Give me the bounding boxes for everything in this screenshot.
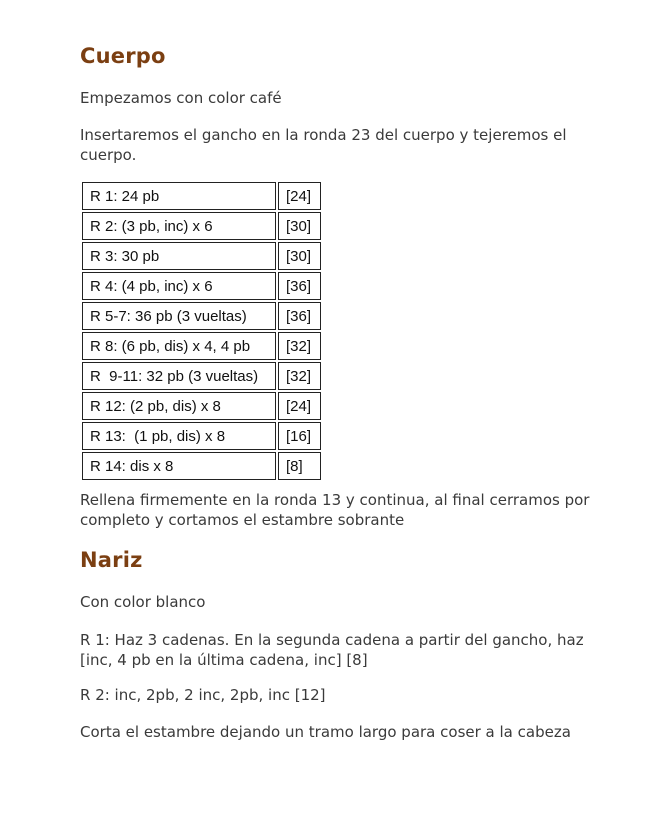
row-stitch-count: [24] [278, 392, 321, 420]
cuerpo-intro: Empezamos con color café [80, 89, 282, 107]
row-stitch-count: [36] [278, 272, 321, 300]
table-row [82, 392, 321, 420]
nariz-round-1: R 1: Haz 3 cadenas. En la segunda cadena a partir del gancho, haz [inc, 4 pb en la última cadena, inc] [8] [80, 631, 584, 669]
nariz-round-2: R 2: inc, 2pb, 2 inc, 2pb, inc [12] [80, 686, 326, 704]
table-row [82, 302, 321, 330]
row-step: R 9-11: 32 pb (3 vueltas) [82, 362, 276, 390]
nariz-intro: Con color blanco [80, 593, 206, 611]
nariz-closing: Corta el estambre dejando un tramo largo para coser a la cabeza [80, 723, 571, 741]
table-row [82, 272, 321, 300]
section-title-cuerpo: Cuerpo [80, 44, 166, 68]
row-stitch-count: [36] [278, 302, 321, 330]
row-stitch-count: [32] [278, 332, 321, 360]
table-row [82, 212, 321, 240]
section-title-nariz: Nariz [80, 548, 143, 572]
row-step: R 2: (3 pb, inc) x 6 [82, 212, 276, 240]
table-row [82, 422, 321, 450]
row-stitch-count: [30] [278, 212, 321, 240]
row-step: R 4: (4 pb, inc) x 6 [82, 272, 276, 300]
row-step: R 5-7: 36 pb (3 vueltas) [82, 302, 276, 330]
cuerpo-rows-table [80, 180, 323, 482]
table-row [82, 182, 321, 210]
row-stitch-count: [32] [278, 362, 321, 390]
table-row [82, 452, 321, 480]
cuerpo-insert-instruction: Insertaremos el gancho en la ronda 23 del cuerpo y tejeremos el cuerpo. [80, 126, 567, 164]
row-step: R 13: (1 pb, dis) x 8 [82, 422, 276, 450]
row-step: R 12: (2 pb, dis) x 8 [82, 392, 276, 420]
cuerpo-closing: Rellena firmemente en la ronda 13 y continua, al final cerramos por completo y cortamos el estambre sobrante [80, 491, 590, 529]
row-stitch-count: [8] [278, 452, 321, 480]
row-step: R 1: 24 pb [82, 182, 276, 210]
table-row [82, 332, 321, 360]
table-row [82, 242, 321, 270]
row-step: R 3: 30 pb [82, 242, 276, 270]
row-step: R 8: (6 pb, dis) x 4, 4 pb [82, 332, 276, 360]
row-step: R 14: dis x 8 [82, 452, 276, 480]
table-row [82, 362, 321, 390]
row-stitch-count: [16] [278, 422, 321, 450]
row-stitch-count: [24] [278, 182, 321, 210]
row-stitch-count: [30] [278, 242, 321, 270]
